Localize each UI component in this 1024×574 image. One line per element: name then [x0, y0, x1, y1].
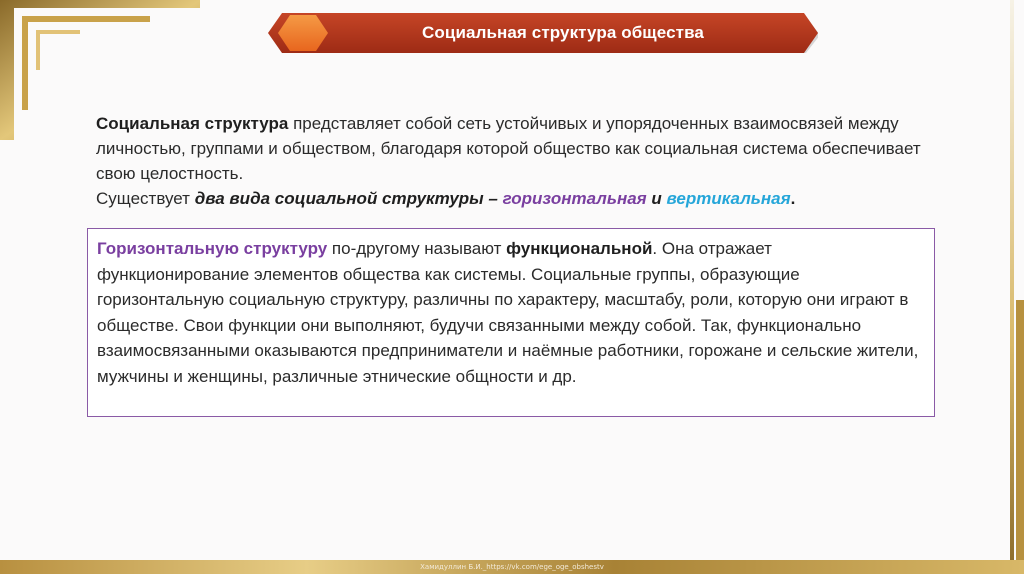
box-term: Горизонтальную структуру: [97, 239, 328, 258]
definition-text: представляет собой сеть устойчивых и упорядоченных взаимосвязей между личностью, группами и обществом, благодаря которой общество как социальная система обеспечивает свою целостность.: [96, 114, 921, 183]
box-paragraph: [97, 236, 924, 390]
types-paragraph: [96, 186, 936, 211]
box-functional: функциональной: [506, 239, 653, 258]
gold-side-ornament: [1004, 0, 1024, 574]
page-title: Социальная структура общества: [422, 23, 704, 42]
box-text-1: по-другому называют: [327, 239, 507, 258]
types-and: и: [646, 189, 667, 208]
type-vertical: вертикальная: [666, 189, 791, 208]
types-prefix: Существует: [96, 189, 195, 208]
definition-term: Социальная структура: [96, 114, 289, 133]
definition-paragraph: [96, 111, 936, 186]
footer-credit: Хамидуллин Б.И._https://vk.com/ege_oge_obshestv: [420, 563, 604, 571]
box-text-2: . Она отражает функционирование элементов общества как системы. Социальные группы, образующие горизонтальную социальную структуру, различны по характеру, масштабу, роли, которую они играют в обществе. Свои функции они выполняют, будучи связанными между собой. Так, функционально взаимосвязанными оказываются предприниматели и наёмные работники, горожане и сельские жители, мужчины и женщины, различные этнические общности и др.: [97, 239, 919, 386]
horizontal-structure-box: [87, 228, 935, 417]
title-banner: [268, 13, 818, 53]
type-horizontal: горизонтальная: [502, 189, 647, 208]
types-period: .: [790, 189, 796, 208]
intro-text: [96, 111, 936, 211]
types-label: два вида социальной структуры –: [194, 189, 503, 208]
